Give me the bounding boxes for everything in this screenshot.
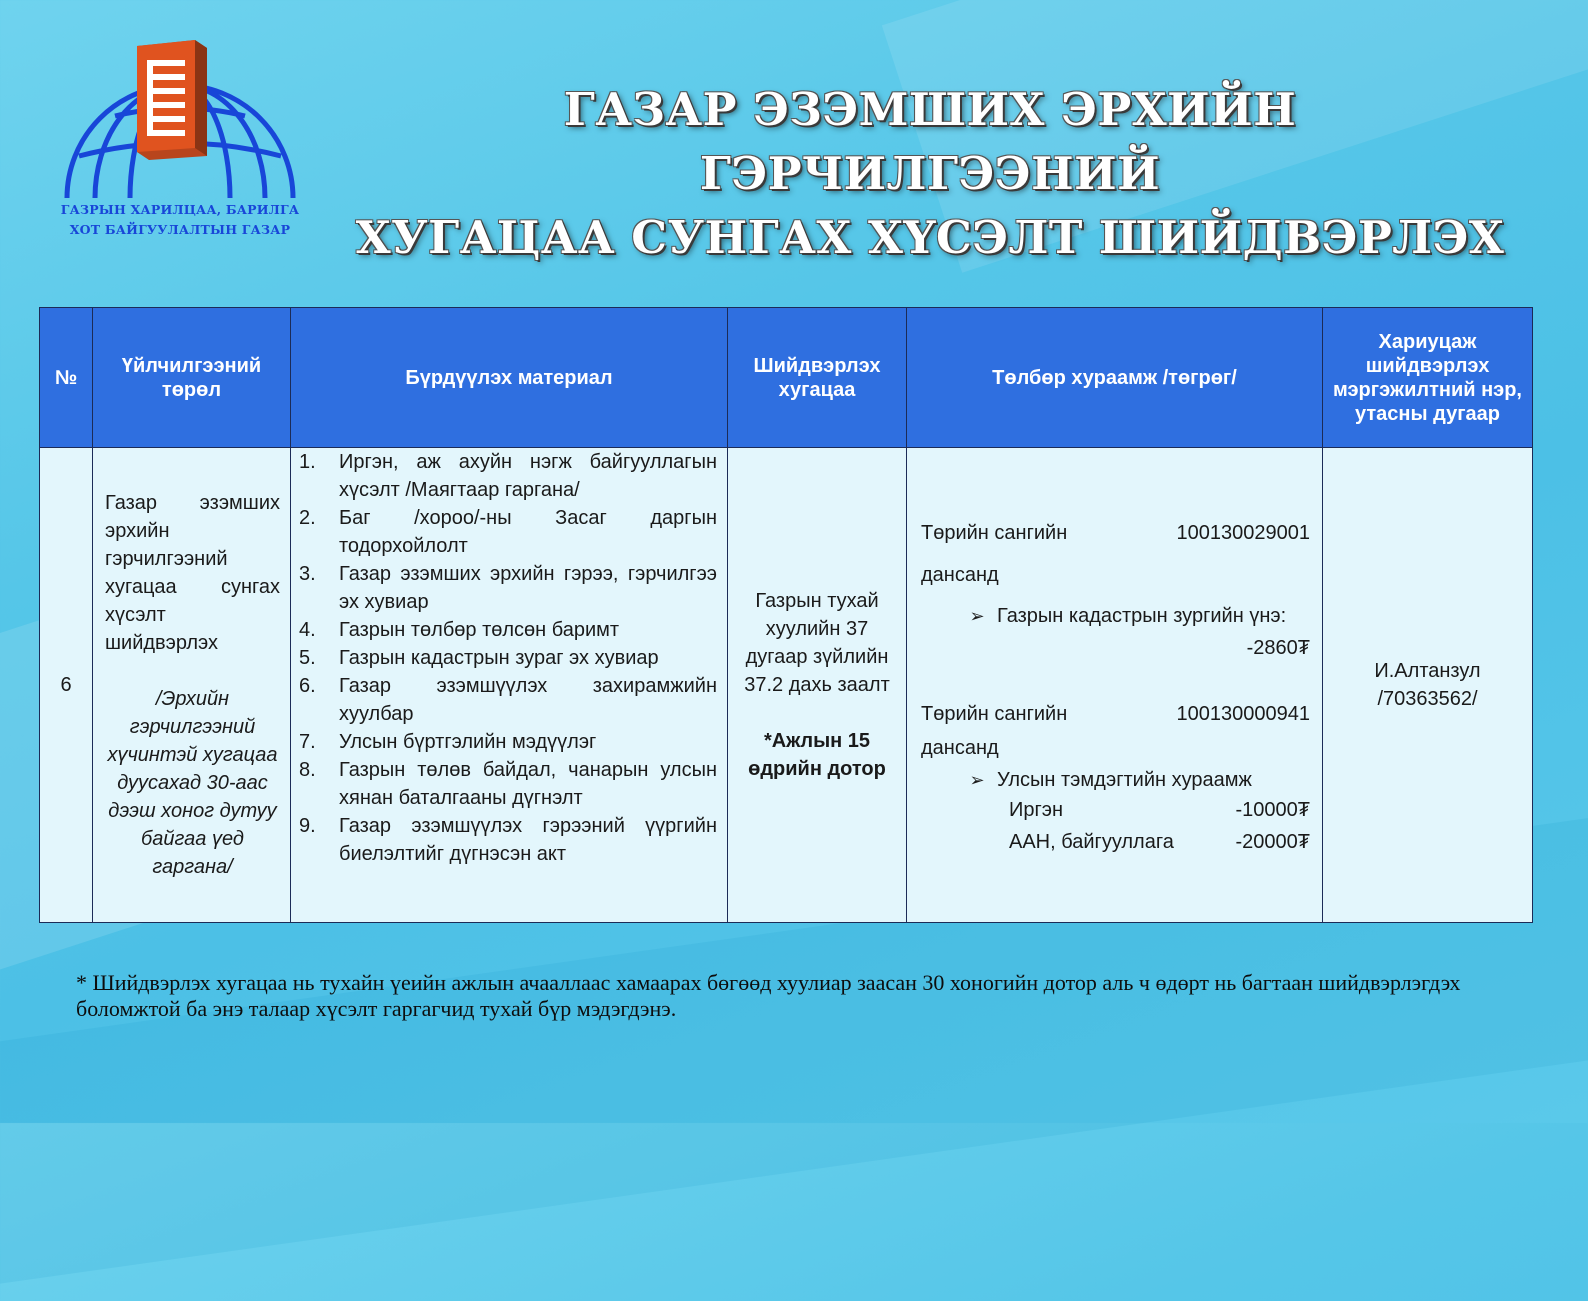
org-fee-line [1009, 826, 1310, 858]
account2-line [921, 698, 1310, 730]
agency-logo [55, 38, 305, 243]
account2-label: Төрийн сангийн [921, 703, 1068, 725]
processing-time-days: *Ажлын 15 өдрийн дотор [748, 730, 886, 780]
list-item-number: 3. [299, 563, 316, 585]
list-item-number: 6. [299, 675, 316, 697]
citizen-amount: -10000₮ [1235, 799, 1310, 821]
cell-responsible [1323, 448, 1533, 923]
header-materials: Бүрдүүлэх материал [291, 308, 728, 448]
cell-processing-time [728, 448, 907, 923]
list-item-number: 5. [299, 647, 316, 669]
list-item [297, 728, 717, 756]
building-globe-icon [55, 38, 305, 203]
list-item-text: Газрын кадастрын зураг эх хувиар [339, 647, 659, 669]
list-item-text: Баг /хороо/-ны Засаг даргын тодорхойлолт [339, 507, 717, 557]
account2-suffix: дансанд [921, 737, 999, 759]
list-item-text: Иргэн, аж ахуйн нэгж байгууллагын хүсэлт /Маягтаар гаргана/ [339, 451, 717, 501]
account1-line [921, 512, 1310, 554]
account1-suffix: дансанд [921, 564, 999, 586]
list-item-text: Газар эзэмшүүлэх захирамжийн хуулбар [339, 675, 717, 725]
header-service-type: Үйлчилгээний төрөл [93, 308, 291, 448]
service-table [39, 307, 1533, 923]
processing-time-law: Газрын тухай хуулийн 37 дугаар зүйлийн 37.2 дахь заалт [744, 590, 890, 696]
list-item-number: 7. [299, 731, 316, 753]
cell-materials [291, 448, 728, 923]
org-amount: -20000₮ [1235, 831, 1310, 853]
citizen-fee-line [1009, 794, 1310, 826]
list-item-number: 1. [299, 451, 316, 473]
service-type-text: Газар эзэмших эрхийн гэрчилгээний хугацаа сунгах хүсэлт шийдвэрлэх [105, 492, 280, 654]
page-title [340, 78, 1520, 270]
footnote: * Шийдвэрлэх хугацаа нь тухайн үеийн ажлын ачааллаас хамаарах бөгөөд хуулиар заасан 30 хоногийн дотор аль ч өдөрт нь багтаан шийдвэрлэгдэх боломжтой ба энэ талаар хүсэлт гаргагчид тухай бүр мэдэгдэнэ. [76, 970, 1461, 1021]
list-item [297, 812, 717, 868]
list-item-number: 2. [299, 507, 316, 529]
arrow-bullet-icon: ➢ [969, 770, 985, 790]
logo-text-line2: ХОТ БАЙГУУЛАЛТЫН ГАЗАР [69, 222, 291, 237]
title-line1: ГАЗАР ЭЗЭМШИХ ЭРХИЙН ГЭРЧИЛГЭЭНИЙ [563, 83, 1297, 200]
fee-item-stamp [957, 766, 1310, 794]
logo-text-line1: ГАЗРЫН ХАРИЛЦАА, БАРИЛГА [60, 202, 300, 217]
arrow-bullet-icon: ➢ [969, 606, 985, 626]
cell-service-type [93, 448, 291, 923]
list-item [297, 672, 717, 728]
materials-list [297, 448, 717, 868]
list-item-number: 8. [299, 759, 316, 781]
list-item-text: Газрын төлөв байдал, чанарын улсын хянан баталгааны дүгнэлт [339, 759, 717, 809]
list-item-number: 4. [299, 619, 316, 641]
list-item [297, 616, 717, 644]
responsible-name: И.Алтанзул [1374, 660, 1481, 682]
list-item [297, 560, 717, 616]
header-fee: Төлбөр хураамж /төгрөг/ [907, 308, 1323, 448]
header-processing-time: Шийдвэрлэх хугацаа [728, 308, 907, 448]
fee-item-cadastral [957, 602, 1310, 630]
list-item [297, 448, 717, 504]
list-item-text: Газар эзэмшүүлэх гэрээний үүргийн биелэлтийг дүгнэсэн акт [339, 815, 717, 865]
header-no: № [40, 308, 93, 448]
cell-no: 6 [40, 448, 93, 923]
account1-label: Төрийн сангийн [921, 522, 1068, 544]
list-item [297, 504, 717, 560]
title-line2: ХУГАЦАА СУНГАХ ХҮСЭЛТ ШИЙДВЭРЛЭХ [355, 211, 1505, 264]
org-label: ААН, байгууллага [1009, 831, 1174, 853]
table-row [40, 448, 1533, 923]
list-item-text: Газар эзэмших эрхийн гэрээ, гэрчилгээ эх хувиар [339, 563, 717, 613]
list-item [297, 644, 717, 672]
table-header-row [40, 308, 1533, 448]
cadastral-fee-label: Газрын кадастрын зургийн үнэ: [997, 605, 1287, 627]
cadastral-fee-amount: -2860₮ [1246, 637, 1310, 659]
responsible-phone: /70363562/ [1377, 688, 1478, 710]
account2-number: 100130000941 [1176, 703, 1310, 725]
service-type-note: /Эрхийн гэрчилгээний хүчинтэй хугацаа дуусахад 30-аас дээш хоног дутуу байгаа үед гаргана/ [107, 688, 278, 878]
list-item [297, 756, 717, 812]
stamp-fee-label: Улсын тэмдэгтийн хураамж [997, 769, 1252, 791]
list-item-text: Улсын бүртгэлийн мэдүүлэг [339, 731, 597, 753]
account1-number: 100130029001 [1176, 522, 1310, 544]
list-item-number: 9. [299, 815, 316, 837]
list-item-text: Газрын төлбөр төлсөн баримт [339, 619, 620, 641]
header-responsible: Хариуцаж шийдвэрлэх мэргэжилтний нэр, утасны дугаар [1323, 308, 1533, 448]
cell-fee [907, 448, 1323, 923]
citizen-label: Иргэн [1009, 799, 1064, 821]
